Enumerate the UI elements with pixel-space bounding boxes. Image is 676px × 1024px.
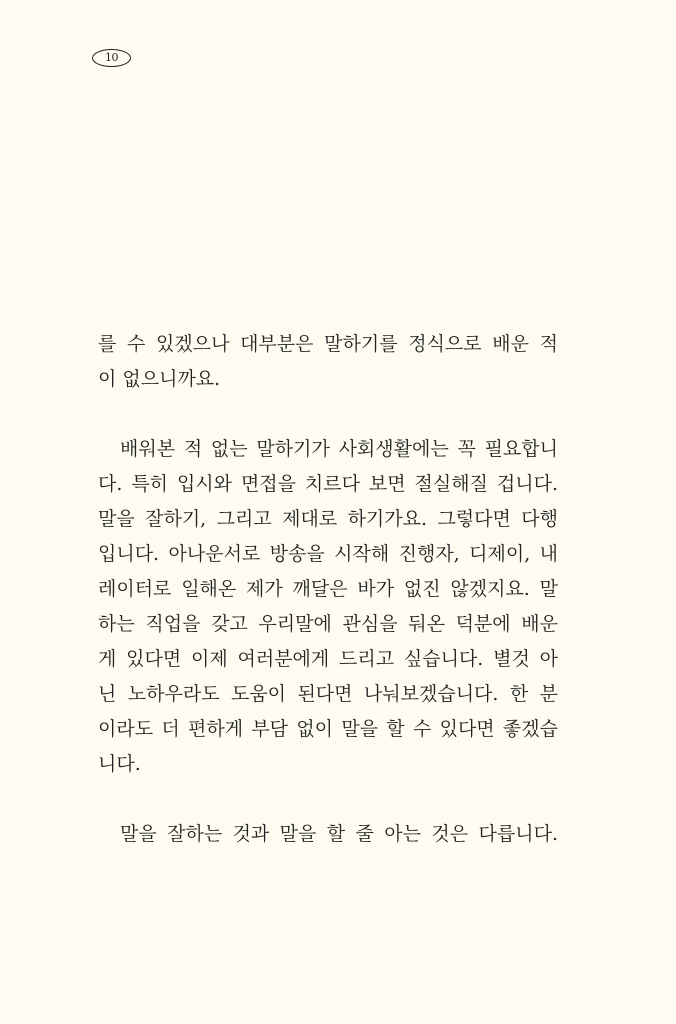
page-number: 10 (92, 49, 131, 67)
text-line: 이 없으니까요. (98, 368, 221, 390)
text-line: 하는 직업을 갖고 우리말에 관심을 둬온 덕분에 배운 (98, 613, 558, 635)
paragraph (98, 327, 558, 397)
text-line: 다. 특히 입시와 면접을 치르다 보면 절실해질 겁니다. (98, 473, 558, 495)
text-line: 배워본 적 없는 말하기가 사회생활에는 꼭 필요합니 (120, 438, 558, 460)
text-line: 게 있다면 이제 여러분에게 드리고 싶습니다. 별것 아 (98, 648, 558, 670)
paragraph (98, 817, 558, 852)
text-line: 니다. (98, 753, 141, 775)
text-line: 말을 잘하는 것과 말을 할 줄 아는 것은 다릅니다. (120, 823, 558, 845)
paragraph (98, 432, 558, 782)
text-line: 를 수 있겠으나 대부분은 말하기를 정식으로 배운 적 (98, 333, 558, 355)
text-line: 레이터로 일해온 제가 깨달은 바가 없진 않겠지요. 말 (98, 578, 558, 600)
text-line: 닌 노하우라도 도움이 된다면 나눠보겠습니다. 한 분 (98, 683, 558, 705)
text-line: 입니다. 아나운서로 방송을 시작해 진행자, 디제이, 내 (98, 543, 558, 565)
body-text (98, 327, 558, 852)
text-line: 말을 잘하기, 그리고 제대로 하기가요. 그렇다면 다행 (98, 508, 558, 530)
text-line: 이라도 더 편하게 부담 없이 말을 할 수 있다면 좋겠습 (98, 718, 558, 740)
